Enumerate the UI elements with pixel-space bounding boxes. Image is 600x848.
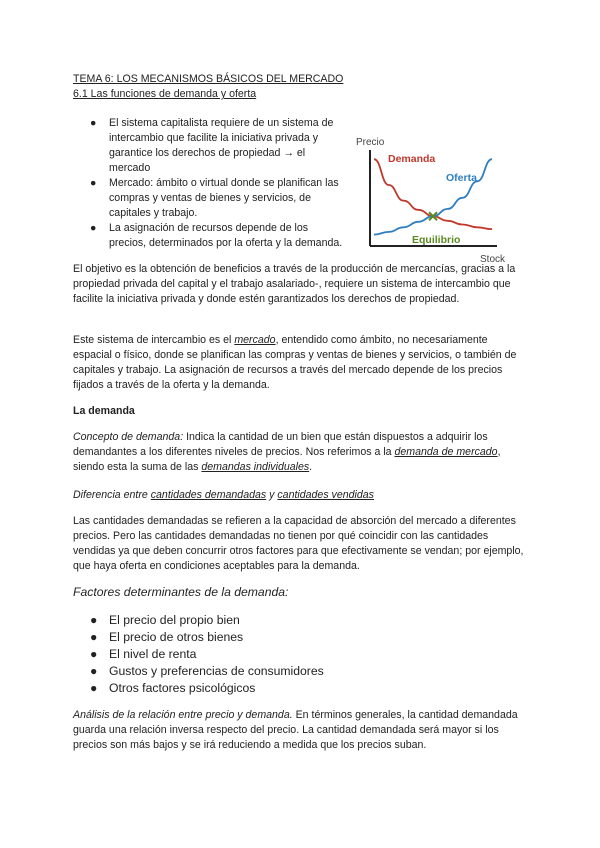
paragraph-mercado: Este sistema de intercambio es el mercado, entendido como ámbito, no necesariamente espacial o físico, donde se planifican las compras y ventas de bienes y servicios, o también de capitales y trabajo. La asignación de recursos a través del mercado depende de los precios fijados a través de la oferta y la demanda. (73, 334, 517, 391)
doc-title: TEMA 6: LOS MECANISMOS BÁSICOS DEL MERCADO (73, 73, 344, 85)
list-item: ● La asignación de recursos depende de los precios, determinados por la oferta y la demanda. (90, 222, 343, 249)
subheading-diferencia: Diferencia entre cantidades demandadas y cantidades vendidas (73, 489, 374, 501)
list-item: ● Gustos y preferencias de consumidores (90, 664, 324, 678)
list-item: ● El nivel de renta (90, 647, 197, 661)
list-item: ● El sistema capitalista requiere de un sistema de intercambio que facilite la iniciativa privada y garantice los derechos de propiedad → el mercado (90, 117, 334, 174)
x-axis-label: Stock (480, 254, 506, 265)
factores-list (73, 612, 473, 697)
term-demandas-individuales: demandas individuales (201, 461, 310, 473)
paragraph-cantidades: Las cantidades demandadas se refieren a la capacidad de absorción del mercado a diferentes precios. Pero las cantidades demandadas no tienen por qué coincidir con las cantidades vendidas ya que deben concurrir otros factores para que efectivamente se vendan; por ejemplo, que haya oferta en condiciones aceptables para la demanda. (73, 515, 524, 572)
supply-demand-chart (352, 128, 512, 266)
y-axis-label: Precio (356, 137, 385, 148)
term-cantidades-demandadas: cantidades demandadas (150, 489, 267, 501)
term-demanda-mercado: demanda de mercado (394, 446, 498, 458)
paragraph-concepto: Concepto de demanda: Indica la cantidad de un bien que están dispuestos a adquirir los demandantes a los diferentes niveles de precios. Nos referimos a la demanda de mercado, siendo esta la suma de las demandas individuales. (73, 431, 501, 473)
term-cantidades-vendidas: cantidades vendidas (277, 489, 374, 501)
supply-curve (374, 159, 492, 234)
section-heading-demanda: La demanda (73, 405, 135, 417)
intro-bullet-list (73, 116, 348, 251)
demand-curve (374, 159, 492, 229)
list-item: ● El precio del propio bien (90, 613, 240, 627)
doc-subtitle: 6.1 Las funciones de demanda y oferta (73, 88, 257, 100)
factores-heading: Factores determinantes de la demanda: (73, 585, 289, 599)
paragraph-analisis: Análisis de la relación entre precio y demanda. En términos generales, la cantidad demandada guarda una relación inversa respecto del precio. La cantidad demandada será mayor si los precios son más bajos y se irá reduciendo a medida que los precios suban. (73, 709, 518, 751)
paragraph-objetivo: El objetivo es la obtención de beneficios a través de la producción de mercancías, gracias a la propiedad privada del capital y el trabajo asalariado-, requiere un sistema de intercambio que facilite la iniciativa privada y donde estén garantizados los derechos de propiedad. (73, 263, 516, 305)
supply-legend-label: Oferta (446, 172, 477, 184)
list-item: ● Otros factores psicológicos (90, 681, 256, 695)
list-item: ● El precio de otros bienes (90, 630, 244, 644)
term-mercado: mercado (234, 334, 276, 346)
list-item: ● Mercado: ámbito o virtual donde se planifican las compras y ventas de bienes y servicios, de capitales y trabajo. (90, 177, 339, 219)
demand-legend-label: Demanda (388, 153, 436, 165)
equilibrium-label: Equilibrio (412, 234, 461, 246)
